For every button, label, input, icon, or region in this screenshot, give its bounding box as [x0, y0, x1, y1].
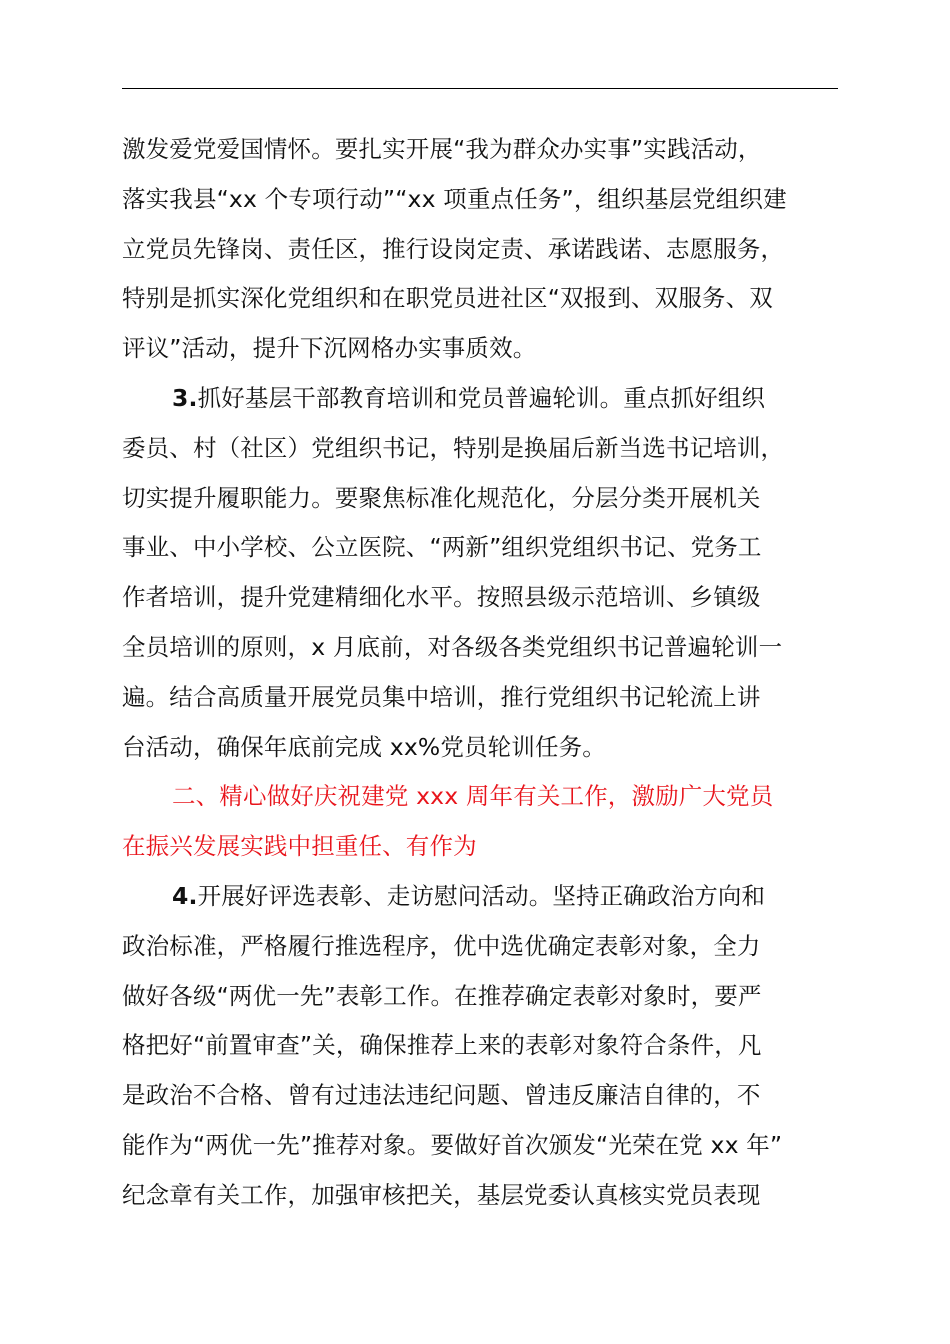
text-line: 委员、村（社区）党组织书记，特别是换届后新当选书记培训， [122, 433, 785, 462]
header-rule [122, 88, 838, 89]
text-line: 做好各级“两优一先”表彰工作。在推荐确定表彰对象时，要严 [122, 981, 762, 1010]
paragraph-2 [122, 374, 838, 772]
item-number: 4. [172, 881, 198, 910]
text-line: 作者培训，提升党建精细化水平。按照县级示范培训、乡镇级 [122, 583, 761, 612]
text-line: 是政治不合格、曾有过违法违纪问题、曾违反廉洁自律的，不 [122, 1081, 761, 1110]
paragraph-3 [122, 872, 838, 1221]
text-line: 能作为“两优一先”推荐对象。要做好首次颁发“光荣在党 xx 年” [122, 1130, 783, 1159]
text-line: 格把好“前置审查”关，确保推荐上来的表彰对象符合条件，凡 [122, 1031, 762, 1060]
text-line: 台活动，确保年底前完成 xx%党员轮训任务。 [122, 732, 606, 761]
paragraph-first-line [122, 374, 838, 424]
text-line: 特别是抓实深化党组织和在职党员进社区“双报到、双服务、双 [122, 284, 773, 313]
section-heading-line-1: 二、精心做好庆祝建党 xxx 周年有关工作，激励广大党员 [172, 782, 774, 811]
section-heading-line-2: 在振兴发展实践中担重任、有作为 [122, 832, 477, 861]
text-line: 政治标准，严格履行推选程序，优中选优确定表彰对象，全力 [122, 931, 761, 960]
paragraph-1 [122, 125, 838, 374]
text-line: 遍。结合高质量开展党员集中培训，推行党组织书记轮流上讲 [122, 682, 761, 711]
paragraph-first-line [122, 872, 838, 922]
item-number: 3. [172, 383, 198, 412]
section-heading [122, 772, 838, 872]
text-line: 激发爱党爱国情怀。要扎实开展“我为群众办实事”实践活动， [122, 135, 762, 163]
text-line: 纪念章有关工作，加强审核把关，基层党委认真核实党员表现 [122, 1180, 761, 1209]
item-title-text: 开展好评选表彰、走访慰问活动。坚持正确政治方向和 [197, 881, 766, 910]
document-body [122, 125, 838, 1221]
text-line: 全员培训的原则，x 月底前，对各级各类党组织书记普遍轮训一 [122, 632, 783, 661]
item-title-text: 抓好基层干部教育培训和党员普遍轮训。重点抓好组织 [197, 383, 766, 412]
text-line: 落实我县“xx 个专项行动”“xx 项重点任务”，组织基层党组织建 [122, 184, 787, 213]
text-line: 评议”活动，提升下沉网格办实事质效。 [122, 334, 537, 363]
text-line: 切实提升履职能力。要聚焦标准化规范化，分层分类开展机关 [122, 483, 761, 512]
text-line: 立党员先锋岗、责任区，推行设岗定责、承诺践诺、志愿服务， [122, 234, 785, 263]
text-line: 事业、中小学校、公立医院、“两新”组织党组织书记、党务工 [122, 533, 762, 562]
